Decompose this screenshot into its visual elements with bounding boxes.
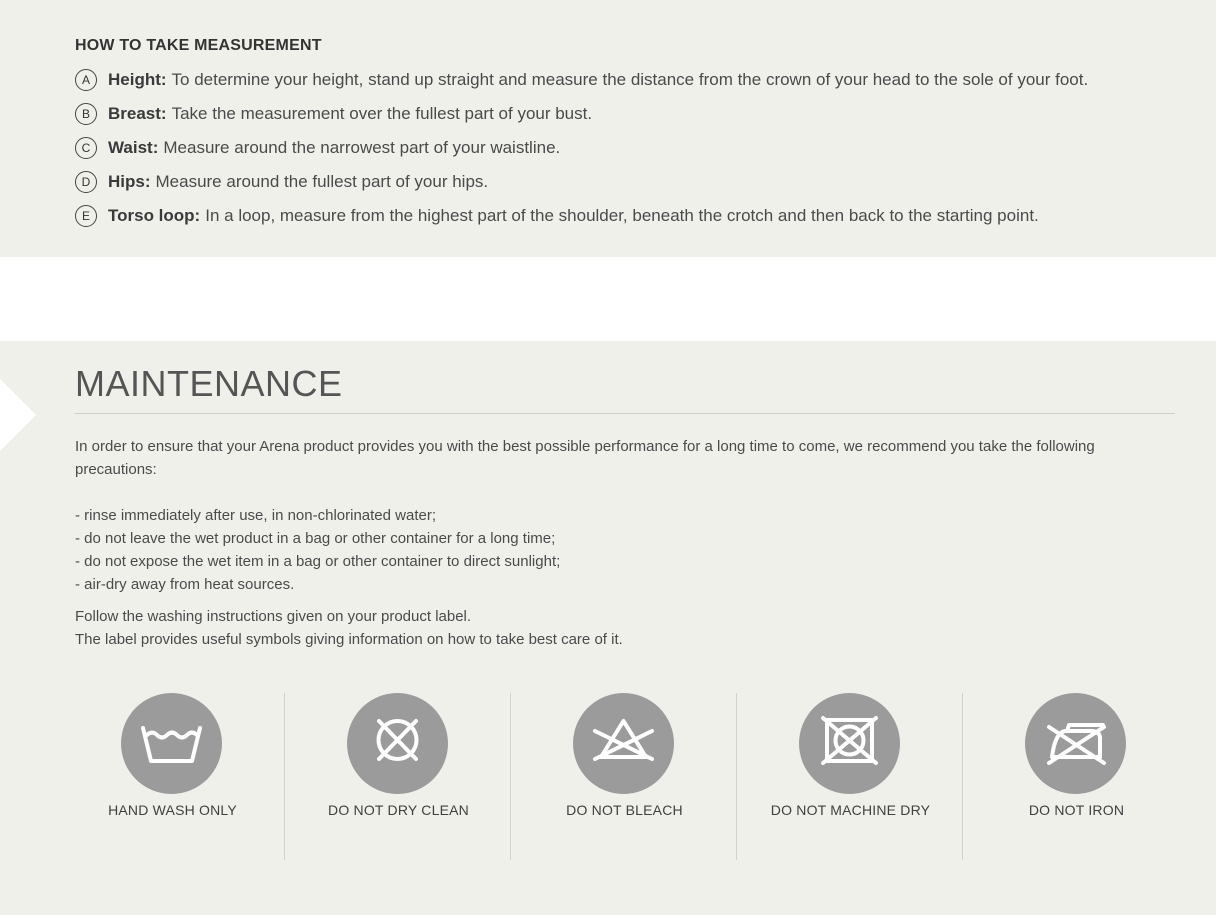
column-divider: [736, 693, 737, 860]
care-label: DO NOT IRON: [1028, 802, 1125, 818]
care-symbol-hand-wash: [60, 693, 285, 860]
letter-e-icon: E: [75, 205, 97, 227]
care-label: DO NOT MACHINE DRY: [770, 802, 931, 818]
letter-c-icon: C: [75, 137, 97, 159]
letter-b-icon: B: [75, 103, 97, 125]
measurement-item-breast: [75, 101, 592, 127]
intro-line: In order to ensure that your Arena product provides you with the best possible performance for a long time to come, we recommend you take the following: [75, 438, 1095, 455]
letter-d-icon: D: [75, 171, 97, 193]
care-symbol-do-not-iron: [964, 693, 1189, 860]
washing-instructions-note: [75, 605, 623, 651]
column-divider: [962, 693, 963, 860]
measurement-text: Measure around the narrowest part of your waistline.: [163, 138, 561, 157]
do-not-machine-dry-icon: [799, 693, 900, 794]
measurement-text: In a loop, measure from the highest part of the shoulder, beneath the crotch and then back to the starting point.: [205, 206, 1039, 225]
measurement-section: [0, 0, 1216, 257]
care-symbol-do-not-bleach: [512, 693, 737, 860]
care-symbol-do-not-machine-dry: [738, 693, 963, 860]
maintenance-section: [0, 341, 1216, 915]
measurement-term: Height:: [108, 70, 167, 89]
hand-wash-icon: [121, 693, 222, 794]
letter-a-icon: A: [75, 69, 97, 91]
maintenance-title: MAINTENANCE: [75, 363, 343, 404]
section-arrow-icon: [0, 379, 36, 451]
care-symbol-do-not-dry-clean: [286, 693, 511, 860]
intro-line: precautions:: [75, 461, 157, 478]
precautions-list: [75, 504, 560, 596]
measurement-text: Take the measurement over the fullest part of your bust.: [171, 104, 593, 123]
care-label: HAND WASH ONLY: [108, 802, 237, 818]
do-not-bleach-icon: [573, 693, 674, 794]
precaution-item: - do not leave the wet product in a bag or other container for a long time;: [75, 530, 556, 547]
note-line: Follow the washing instructions given on your product label.: [75, 608, 472, 625]
measurement-text: To determine your height, stand up straight and measure the distance from the crown of your head to the sole of your foot.: [171, 70, 1089, 89]
maintenance-intro: [75, 435, 1095, 481]
do-not-dry-clean-icon: [347, 693, 448, 794]
measurement-item-torso-loop: [75, 203, 1039, 229]
measurement-term: Breast:: [108, 104, 167, 123]
measurement-title: HOW TO TAKE MEASUREMENT: [75, 37, 322, 54]
care-label: DO NOT BLEACH: [566, 802, 683, 818]
care-label: DO NOT DRY CLEAN: [328, 802, 469, 818]
measurement-item-waist: [75, 135, 560, 161]
column-divider: [284, 693, 285, 860]
precaution-item: - rinse immediately after use, in non-chlorinated water;: [75, 507, 436, 524]
measurement-text: Measure around the fullest part of your hips.: [155, 172, 489, 191]
measurement-item-height: [75, 67, 1088, 93]
column-divider: [510, 693, 511, 860]
note-line: The label provides useful symbols giving information on how to take best care of it.: [75, 631, 623, 648]
measurement-item-hips: [75, 169, 488, 195]
measurement-term: Waist:: [108, 138, 159, 157]
measurement-term: Hips:: [108, 172, 151, 191]
care-symbols-row: [60, 693, 1188, 860]
measurement-term: Torso loop:: [108, 206, 201, 225]
precaution-item: - do not expose the wet item in a bag or other container to direct sunlight;: [75, 553, 561, 570]
do-not-iron-icon: [1025, 693, 1126, 794]
precaution-item: - air-dry away from heat sources.: [75, 576, 295, 593]
title-divider: [75, 413, 1175, 414]
